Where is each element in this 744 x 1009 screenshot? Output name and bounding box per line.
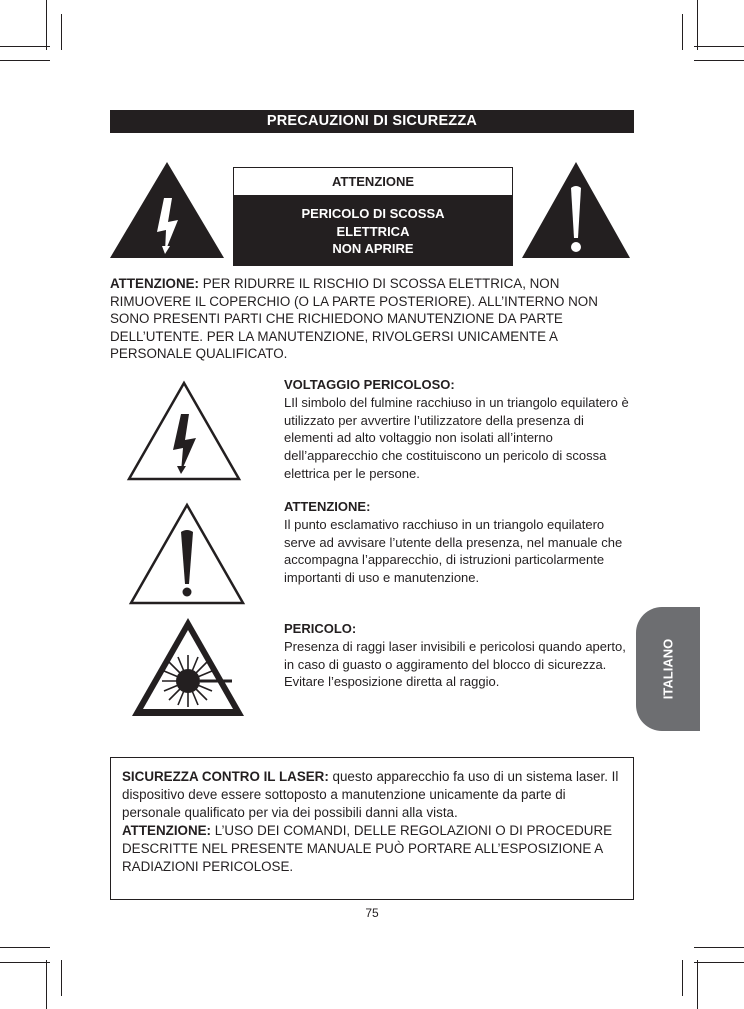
intro-label: ATTENZIONE: xyxy=(110,276,200,291)
section-body: Presenza di raggi laser invisibili e pericolosi quando aperto, in caso di guasto o aggiramento del blocco di sicurezza. Evitare l’esposizione diretta al raggio. xyxy=(284,638,626,690)
laser-warning-icon xyxy=(130,616,246,718)
warning-line: NON APRIRE xyxy=(332,241,414,256)
section-body: Il punto esclamativo racchiuso in un triangolo equilatero serve ad avvisare l’utente della presenza, nel manuale che accompagna l’apparecchio, di istruzioni particolarmente importanti di uso e manutenzione. xyxy=(284,516,623,586)
section-laser-danger xyxy=(284,620,634,691)
laser-safety-box xyxy=(110,757,634,900)
lightning-triangle-icon xyxy=(108,160,226,260)
section-title-banner: PRECAUZIONI DI SICUREZZA xyxy=(110,110,634,133)
section-heading: ATTENZIONE: xyxy=(284,499,371,514)
warning-box-title: ATTENZIONE xyxy=(331,174,415,189)
section-dangerous-voltage xyxy=(284,376,629,483)
laser-label: SICUREZZA CONTRO IL LASER: xyxy=(122,769,329,784)
section-heading: PERICOLO: xyxy=(284,621,357,636)
language-tab-label: ITALIANO xyxy=(660,638,676,700)
section-heading: VOLTAGGIO PERICOLOSO: xyxy=(284,377,455,392)
page-number: 75 xyxy=(365,906,379,920)
warning-line: PERICOLO DI SCOSSA xyxy=(301,206,445,221)
lightning-triangle-icon xyxy=(126,380,242,482)
laser-warning-text: L’USO DEI COMANDI, DELLE REGOLAZIONI O DI PROCEDURE DESCRITTE NEL PRESENTE MANUALE PUÒ PORTARE ALL’ESPOSIZIONE A RADIAZIONI PERICOLOSE. xyxy=(122,823,613,874)
exclamation-triangle-icon xyxy=(128,502,246,606)
language-tab-label-wrap xyxy=(637,607,699,731)
warning-box xyxy=(233,167,513,266)
intro-warning-text xyxy=(110,275,634,363)
exclamation-triangle-icon xyxy=(520,160,632,260)
laser-text: questo apparecchio fa uso di un sistema laser. Il dispositivo deve essere sottoposto a manutenzione unicamente da parte di personale qualificato per via dei possibili danni alla vista. xyxy=(122,769,619,820)
warning-line: ELETTRICA xyxy=(336,223,410,239)
laser-warning-label: ATTENZIONE: xyxy=(122,823,212,838)
section-attention xyxy=(284,498,629,587)
section-body: LIl simbolo del fulmine racchiuso in un triangolo equilatero è utilizzato per avvertire l’utilizzatore della presenza di elementi ad alto voltaggio non isolati all’interno dell’apparecchio che costituiscono un pericolo di scossa elettrica per le persone. xyxy=(284,394,629,481)
warning-box-message xyxy=(234,195,512,266)
intro-body: PER RIDURRE IL RISCHIO DI SCOSSA ELETTRICA, NON RIMUOVERE IL COPERCHIO (O LA PARTE POSTERIORE). ALL’INTERNO NON SONO PRESENTI PARTI CHE RICHIEDONO MANUTENZIONE DA PARTE DELL’UTENTE. PER LA MANUTENZIONE, RIVOLGERSI UNICAMENTE A PERSONALE QUALIFICATO. xyxy=(110,276,598,362)
